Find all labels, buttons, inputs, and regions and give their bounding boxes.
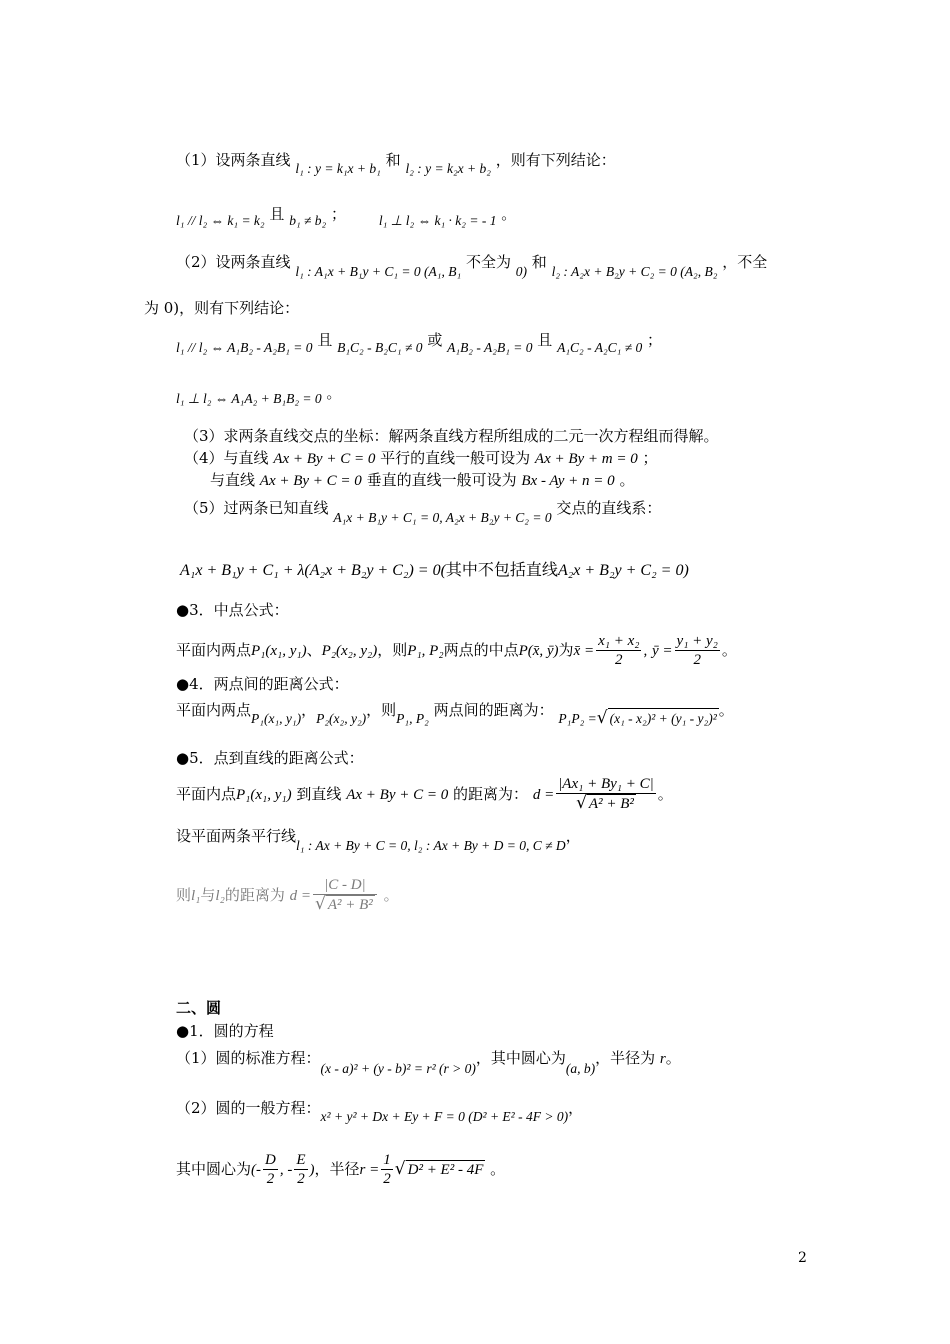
- formula: l₁ // l₂ ⇔ A₁B₂ - A₂B₁ = 0: [176, 340, 313, 355]
- line-6: [176, 383, 341, 404]
- text: 平面内两点: [176, 641, 252, 659]
- text: 、: [306, 641, 322, 659]
- text: 。: [665, 1049, 681, 1067]
- line-9: [210, 470, 634, 491]
- fraction: [381, 1152, 393, 1189]
- text: 不全为: [465, 253, 511, 271]
- line-c2: [176, 1048, 681, 1076]
- fraction: [263, 1152, 278, 1189]
- text: ，则有下列结论：: [495, 151, 616, 169]
- formula: P₁P₂ =: [558, 711, 597, 726]
- formula: (-: [251, 1162, 262, 1178]
- radicand: A² + B²: [588, 796, 634, 812]
- text: 。: [718, 701, 734, 719]
- text: 为 0)，则有下列结论：: [144, 299, 300, 317]
- heading-text: 5．点到直线的距离公式：: [189, 749, 364, 767]
- text: ，半径为: [595, 1049, 656, 1067]
- text: 其中不包括直线: [445, 560, 558, 579]
- text: 。: [490, 1160, 506, 1178]
- radical-icon: √: [314, 894, 326, 914]
- formula: l₁ ⊥ l₂ ⇔ A₁A₂ + B₁B₂ = 0: [176, 391, 322, 406]
- line-16: [176, 872, 399, 918]
- numerator: x₁ + x₂: [598, 632, 640, 649]
- formula: l₁ : Ax + By + C = 0, l₂ : Ax + By + D = 0, C ≠ D: [296, 838, 566, 853]
- line-5: [176, 330, 663, 355]
- text: （4）与直线: [184, 449, 269, 467]
- page-number: [798, 1248, 807, 1268]
- formula: P₁(x₁, y₁): [251, 643, 307, 659]
- radicand: (x₁ - x₂)² + (y₁ - y₂)²: [608, 708, 719, 727]
- formula: P(x̄, ȳ): [518, 643, 559, 659]
- heading-point-line: [176, 748, 364, 768]
- denominator: 2: [693, 651, 701, 668]
- numerator: |Ax₁ + By₁ + C|: [558, 776, 654, 792]
- formula: b₁ ≠ b₂: [289, 213, 327, 228]
- distance-formula: [558, 708, 718, 728]
- formula: A₁x + B₁y + C₁ + λ(A₂x + B₂y + C₂) = 0(: [180, 562, 446, 579]
- radicand: D² + E² - 4F: [407, 1162, 484, 1178]
- formula: d =: [532, 787, 555, 803]
- denominator: 2: [266, 1170, 275, 1187]
- line-1: [176, 150, 616, 176]
- line-4: [144, 298, 299, 318]
- fraction: [294, 1152, 307, 1189]
- heading-text: 4．两点间的距离公式：: [189, 675, 349, 693]
- text: 且: [269, 205, 285, 223]
- line-15: [176, 826, 581, 853]
- heading-text: 1．圆的方程: [189, 1022, 274, 1040]
- formula: A₁x + B₁y + C₁ = 0, A₂x + B₂y + C₂ = 0: [333, 510, 552, 525]
- formula: l₂: [215, 888, 225, 904]
- formula: l₁ : y = k₁x + b₁: [295, 161, 381, 176]
- text: ，其中圆心为: [475, 1049, 566, 1067]
- formula: Bx - Ay + n = 0: [521, 473, 615, 489]
- line-10: [184, 498, 662, 525]
- line-14: [176, 772, 673, 816]
- heading-midpoint: [176, 600, 289, 620]
- line-8: [184, 448, 658, 469]
- text: （1）设两条直线: [176, 151, 291, 169]
- section-title-circle: [176, 998, 221, 1018]
- formula: d =: [289, 888, 311, 904]
- radicand: A² + B²: [327, 897, 373, 913]
- text: ，: [568, 1099, 584, 1117]
- formula: l₁ : A₁x + B₁y + C₁ = 0 (A₁, B₁: [295, 264, 462, 279]
- text: 。: [619, 471, 635, 489]
- text: ；: [642, 449, 658, 467]
- text: 。: [326, 384, 342, 402]
- fraction: [675, 633, 720, 670]
- formula: , -: [279, 1162, 293, 1178]
- formula: B₁C₂ - B₂C₁ ≠ 0: [337, 340, 423, 355]
- text: ，则: [377, 641, 408, 659]
- radical-icon: √: [394, 1159, 406, 1179]
- denominator: 2: [383, 1170, 391, 1187]
- page-number-text: 2: [798, 1250, 807, 1266]
- formula: (x - a)² + (y - b)² = r² (r > 0): [320, 1061, 476, 1076]
- text: 和: [531, 253, 547, 271]
- text: （2）圆的一般方程：: [176, 1099, 321, 1117]
- formula: Ax + By + m = 0: [534, 451, 638, 467]
- radical-icon: √: [576, 793, 587, 813]
- formula: l₁: [191, 888, 201, 904]
- formula: x̄ =: [573, 643, 595, 659]
- text: ，不全: [722, 253, 768, 271]
- text: 设平面两条平行线: [176, 827, 297, 845]
- heading-distance: [176, 674, 349, 694]
- text: ，半径: [314, 1160, 360, 1178]
- text: 或: [427, 331, 443, 349]
- formula: P₁, P₂: [407, 643, 444, 659]
- line-11: [180, 560, 689, 581]
- bullet-icon: ●: [176, 1022, 190, 1040]
- radical-icon: √: [596, 708, 608, 728]
- formula: P₁, P₂: [396, 711, 429, 726]
- denominator: 2: [297, 1170, 305, 1187]
- fraction: [556, 776, 656, 814]
- formula: P₁(x₁, y₁): [236, 787, 292, 803]
- text: 平行的直线一般可设为: [380, 449, 531, 467]
- formula: l₁ // l₂ ⇔ k₁ = k₂: [176, 213, 265, 228]
- formula: P₁(x₁, y₁): [251, 711, 302, 726]
- text: （1）圆的标准方程：: [176, 1049, 321, 1067]
- text: 的距离为: [224, 886, 285, 904]
- formula: 0): [515, 264, 527, 279]
- numerator: |C - D|: [313, 877, 377, 895]
- line-7: [184, 426, 719, 446]
- formula: Ax + By + C = 0: [273, 451, 376, 467]
- bullet-icon: ●: [176, 601, 190, 619]
- line-12: [176, 630, 737, 670]
- fraction: [596, 633, 641, 670]
- text: 则: [176, 886, 192, 904]
- formula: r =: [359, 1162, 380, 1178]
- text: 平面内点: [176, 785, 237, 803]
- formula: (a, b): [565, 1061, 596, 1076]
- heading-circle-equation: [176, 1021, 274, 1041]
- text: 且: [537, 331, 553, 349]
- text: ；: [331, 205, 347, 223]
- text: 到直线: [296, 785, 342, 803]
- formula: A₂x + B₂y + C₂ = 0): [557, 562, 689, 579]
- formula: A₁C₂ - A₂C₁ ≠ 0: [557, 340, 643, 355]
- heading-text: 3．中点公式：: [189, 601, 289, 619]
- text: 。: [657, 785, 673, 803]
- formula: l₂ : y = k₂x + b₂: [405, 161, 491, 176]
- text: 且: [317, 331, 333, 349]
- formula: Ax + By + C = 0: [346, 787, 449, 803]
- line-13: [176, 700, 734, 728]
- text: 两点间的距离为：: [433, 701, 554, 719]
- text: ，: [565, 827, 581, 845]
- text: （2）设两条直线: [176, 253, 291, 271]
- text: 交点的直线系：: [556, 499, 662, 517]
- bullet-icon: ●: [176, 749, 190, 767]
- denominator: [556, 794, 656, 814]
- numerator: y₁ + y₂: [676, 632, 718, 649]
- bullet-icon: ●: [176, 675, 190, 693]
- text: 平面内两点: [176, 701, 252, 719]
- text: 。: [501, 205, 517, 223]
- text: 其中圆心为: [176, 1160, 252, 1178]
- text: （3）求两条直线交点的坐标：解两条直线方程所组成的二元一次方程组而得解。: [184, 427, 719, 445]
- text: 的距离为：: [453, 785, 529, 803]
- text: ，则: [366, 701, 397, 719]
- denominator: [313, 895, 377, 915]
- line-3: [176, 252, 768, 279]
- formula: l₁ ⊥ l₂ ⇔ k₁ · k₂ = - 1: [378, 213, 497, 228]
- formula: P₂(x₂, y₂): [321, 643, 378, 659]
- fraction: [313, 877, 377, 915]
- formula: x² + y² + Dx + Ey + F = 0 (D² + E² - 4F > 0): [320, 1109, 569, 1124]
- formula: A₁B₂ - A₂B₁ = 0: [447, 340, 533, 355]
- formula: r: [659, 1051, 666, 1067]
- text: 与直线: [210, 471, 256, 489]
- numerator: D: [265, 1151, 276, 1168]
- formula: ): [309, 1162, 315, 1178]
- text: 垂直的直线一般可设为: [366, 471, 517, 489]
- denominator: 2: [615, 651, 623, 668]
- section-title: 二、圆: [176, 999, 222, 1017]
- numerator: 1: [383, 1151, 391, 1168]
- formula: P₂(x₂, y₂): [316, 711, 367, 726]
- line-c4: [176, 1146, 505, 1192]
- line-2: [176, 204, 517, 228]
- text: 。: [721, 641, 737, 659]
- text: 和: [385, 151, 401, 169]
- formula: Ax + By + C = 0: [259, 473, 362, 489]
- line-c3: [176, 1098, 584, 1124]
- formula: ȳ =: [652, 643, 673, 659]
- text: 为: [558, 641, 574, 659]
- formula: ,: [643, 643, 648, 659]
- numerator: E: [296, 1151, 306, 1168]
- text: （5）过两条已知直线: [184, 499, 329, 517]
- text: ，: [301, 701, 317, 719]
- text: ；: [647, 331, 663, 349]
- formula: l₂ : A₂x + B₂y + C₂ = 0 (A₂, B₂: [551, 264, 718, 279]
- text: 两点的中点: [443, 641, 519, 659]
- text: 。: [383, 886, 399, 904]
- text: 与: [200, 886, 216, 904]
